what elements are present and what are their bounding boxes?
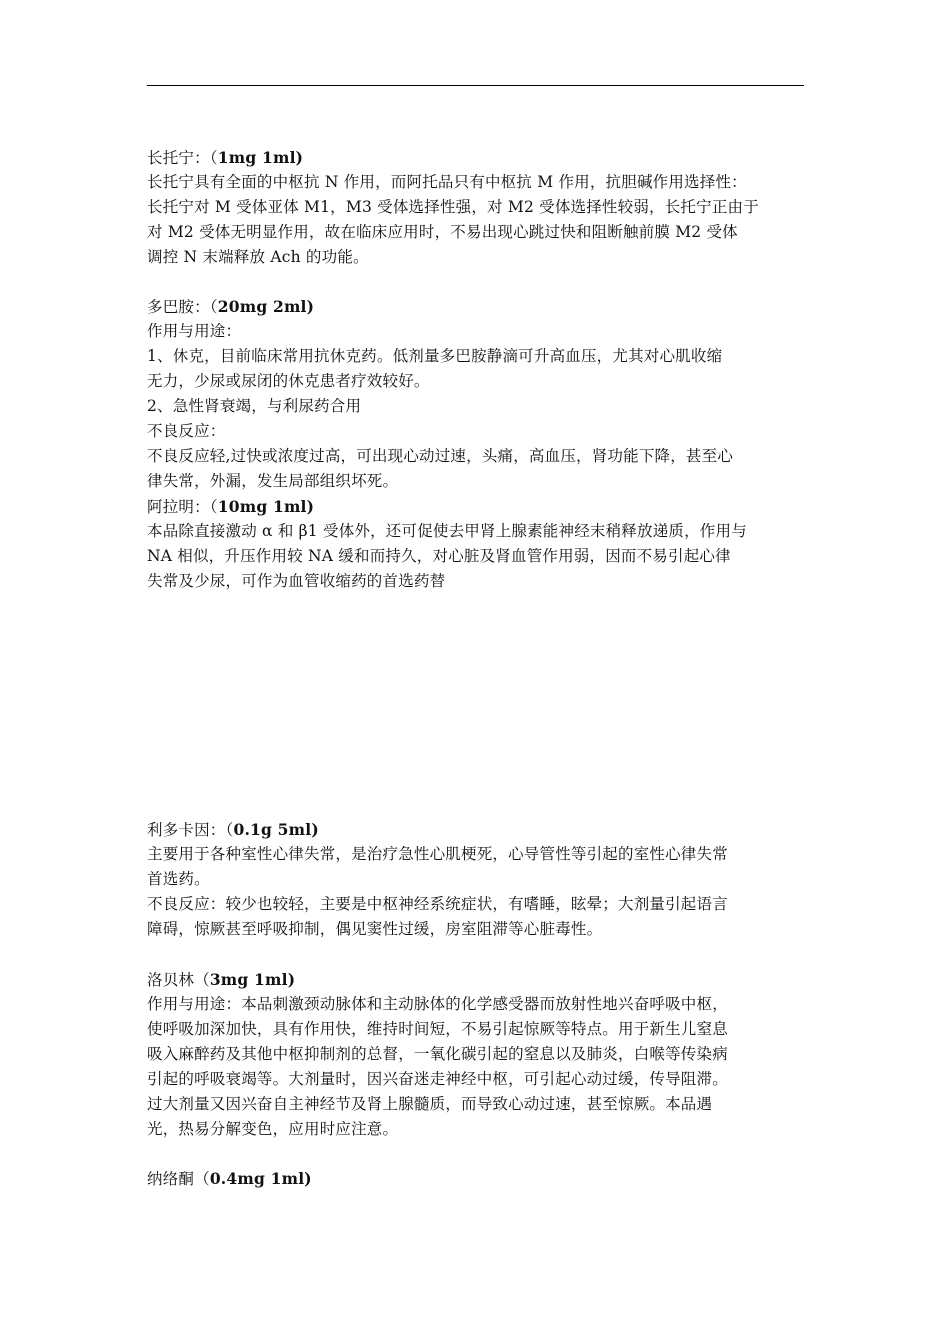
body-line: 2、急性肾衰竭，与利尿药合用 xyxy=(147,397,362,415)
body-line: 律失常，外漏，发生局部组织坏死。 xyxy=(147,472,399,490)
body-line: 不良反应：较少也较轻，主要是中枢神经系统症状，有嗜睡，眩晕；大剂量引起语言 xyxy=(147,895,728,913)
drug-section-dopamine xyxy=(147,294,807,494)
dosage: 10mg 1ml) xyxy=(217,497,315,516)
body-line: 主要用于各种室性心律失常，是治疗急性心肌梗死，心导管性等引起的室性心律失常 xyxy=(147,845,728,863)
drug-section-naloxone xyxy=(147,1166,807,1191)
dosage: 3mg 1ml) xyxy=(209,970,296,989)
body-line: 过大剂量又因兴奋自主神经节及肾上腺髓质，而导致心动过速，甚至惊厥。本品遇 xyxy=(147,1095,713,1113)
body-line: 光，热易分解变色，应用时应注意。 xyxy=(147,1120,399,1138)
dosage: 20mg 2ml) xyxy=(217,297,315,316)
body-line: NA 相似，升压作用较 NA 缓和而持久，对心脏及肾血管作用弱，因而不易引起心律 xyxy=(147,547,731,565)
dosage: 0.1g 5ml) xyxy=(233,820,319,839)
dosage: 1mg 1ml) xyxy=(217,148,304,167)
drug-section-lidocaine xyxy=(147,817,807,942)
body-line: 使呼吸加深加快，具有作用快，维持时间短，不易引起惊厥等特点。用于新生儿窒息 xyxy=(147,1020,728,1038)
drug-section-lobeline xyxy=(147,967,807,1142)
section-heading: 多巴胺：（20mg 2ml) xyxy=(147,297,315,316)
header-rule xyxy=(147,85,804,86)
body-line: 不良反应轻,过快或浓度过高，可出现心动过速，头痛，高血压，肾功能下降，甚至心 xyxy=(147,447,734,465)
body-line: 作用与用途： xyxy=(147,322,242,340)
body-line: 1、休克，目前临床常用抗休克药。低剂量多巴胺静滴可升高血压，尤其对心肌收缩 xyxy=(147,347,723,365)
section-heading: 纳络酮（0.4mg 1ml) xyxy=(147,1169,312,1188)
body-line: 调控 N 末端释放 Ach 的功能。 xyxy=(147,248,369,266)
body-line: 对 M2 受体无明显作用，故在临床应用时，不易出现心跳过快和阻断触前膜 M2 受体 xyxy=(147,223,738,241)
drug-section-metaraminol xyxy=(147,494,807,594)
body-line: 失常及少尿，可作为血管收缩药的首选药替 xyxy=(147,572,446,590)
body-line: 长托宁具有全面的中枢抗 N 作用，而阿托品只有中枢抗 M 作用，抗胆碱作用选择性： xyxy=(147,173,747,191)
section-heading: 洛贝林（3mg 1ml) xyxy=(147,970,296,989)
body-line: 作用与用途：本品刺激颈动脉体和主动脉体的化学感受器而放射性地兴奋呼吸中枢， xyxy=(147,995,728,1013)
drug-section-changtuoning xyxy=(147,145,807,270)
section-heading: 阿拉明：（10mg 1ml) xyxy=(147,497,315,516)
body-line: 吸入麻醉药及其他中枢抑制剂的总督，一氧化碳引起的窒息以及肺炎，白喉等传染病 xyxy=(147,1045,728,1063)
section-heading: 长托宁：（1mg 1ml) xyxy=(147,148,304,167)
body-line: 引起的呼吸衰竭等。大剂量时，因兴奋迷走神经中枢，可引起心动过缓，传导阻滞。 xyxy=(147,1070,728,1088)
body-line: 不良反应： xyxy=(147,422,226,440)
body-line: 无力，少尿或尿闭的休克患者疗效较好。 xyxy=(147,372,430,390)
body-line: 本品除直接激动 α 和 β1 受体外，还可促使去甲肾上腺素能神经末稍释放递质，作用与 xyxy=(147,522,747,540)
body-line: 长托宁对 M 受体亚体 M1，M3 受体选择性强，对 M2 受体选择性较弱，长托宁正由于 xyxy=(147,198,759,216)
section-heading: 利多卡因：（0.1g 5ml) xyxy=(147,820,319,839)
body-line: 首选药。 xyxy=(147,870,210,888)
dosage: 0.4mg 1ml) xyxy=(209,1169,312,1188)
body-line: 障碍，惊厥甚至呼吸抑制，偶见窦性过缓，房室阻滞等心脏毒性。 xyxy=(147,920,603,938)
